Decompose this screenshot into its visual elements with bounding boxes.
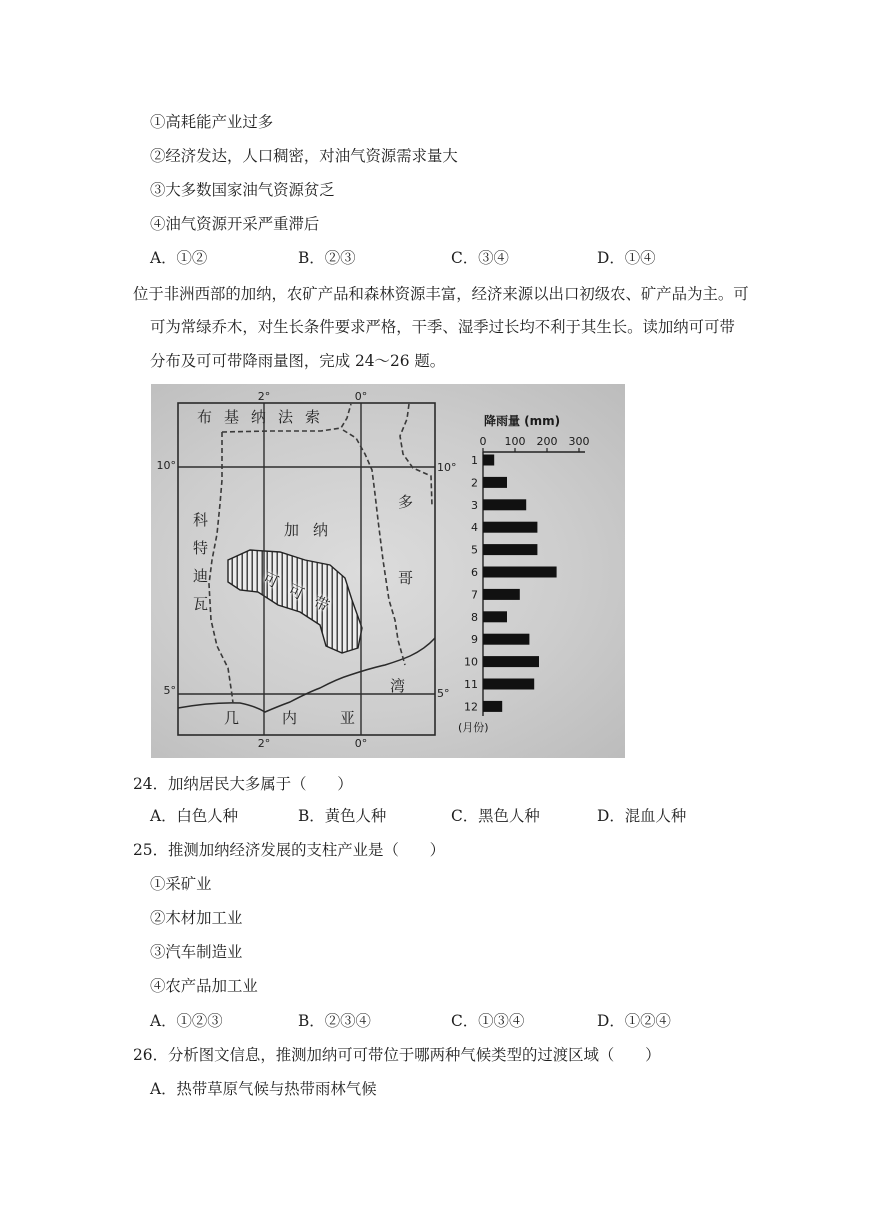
month-label-1: 1 [471,454,478,467]
q25-statement-1: ①采矿业 [150,875,212,893]
bar-month-11 [483,679,534,690]
q23-statement-1: ①高耗能产业过多 [150,113,274,131]
label-gulf: 湾 [390,677,406,695]
month-label-5: 5 [471,543,478,557]
q25-statement-3: ③汽车制造业 [150,943,243,961]
q25-option-a: A．①②③ [150,1012,223,1030]
label-cocoa-belt: 可可带 [260,568,344,621]
deg-label-top-2: 2° [257,390,271,403]
q25-stem: 25．推测加纳经济发展的支柱产业是（ ） [133,841,446,859]
month-label-6: 6 [471,566,478,579]
rainfall-chart [458,413,590,734]
q23-option-a: A．①② [150,249,208,267]
q23-option-b: B．②③ [298,249,356,267]
bar-month-10 [483,656,539,667]
chart-x-tick-label-0: 0 [479,435,487,448]
label-togo: 多哥 [396,494,414,646]
deg-label-bottom-0: 0° [354,737,368,750]
q23-statement-3: ③大多数国家油气资源贫乏 [150,181,335,199]
bar-month-5 [483,544,537,555]
q25-statement-4: ④农产品加工业 [150,977,258,995]
deg-label-left-10: 10° [156,459,176,472]
border-togo-benin [400,404,432,506]
q25-option-d: D．①②④ [597,1012,671,1030]
bar-month-8 [483,611,507,622]
label-ghana: 加纳 [284,521,343,539]
month-label-12: 12 [464,700,478,714]
q23-statement-4: ④油气资源开采严重滞后 [150,215,320,233]
bar-month-1 [483,455,494,466]
bar-month-3 [483,499,526,510]
deg-label-right-5: 5° [437,687,450,700]
month-label-8: 8 [471,610,478,624]
q23-option-d: D．①④ [597,249,656,267]
chart-x-label: 降雨量 (mm) [484,414,561,428]
bar-month-6 [483,567,557,578]
q23-option-c: C．③④ [451,249,509,267]
bar-month-2 [483,477,507,488]
label-burkina-faso: 布基纳法索 [197,408,333,426]
coastline [178,638,435,712]
q24-option-a: A．白色人种 [150,807,239,825]
q25-statement-2: ②木材加工业 [150,909,243,927]
deg-label-right-10: 10° [437,461,457,474]
ghana-cocoa-figure [151,384,625,758]
month-label-9: 9 [471,633,478,647]
deg-label-bottom-2: 2° [257,737,271,750]
intro-line-1: 位于非洲西部的加纳，农矿产品和森林资源丰富，经济来源以出口初级农、矿产品为主。可 [133,285,749,303]
month-label-2: 2 [471,476,478,490]
q25-option-b: B．②③④ [298,1012,371,1030]
chart-x-tick-label-200: 200 [536,435,558,448]
q26-stem: 26．分析图文信息，推测加纳可可带位于哪两种气候类型的过渡区域（ ） [133,1046,661,1064]
bar-month-4 [483,522,537,533]
month-label-4: 4 [471,521,478,535]
month-label-10: 10 [464,655,478,669]
q26-option-a: A．热带草原气候与热带雨林气候 [150,1080,377,1098]
chart-x-tick-label-100: 100 [504,435,526,448]
bar-month-12 [483,701,502,712]
deg-label-left-5: 5° [163,684,176,697]
figure-canvas [151,384,625,758]
bar-month-9 [483,634,529,645]
q24-option-c: C．黑色人种 [451,807,540,825]
label-cote-divoire: 科特迪瓦 [191,512,209,624]
chart-x-tick-label-300: 300 [568,435,590,448]
deg-label-top-0: 0° [354,390,368,403]
chart-y-label: (月份) [458,721,489,734]
label-guinea: 几内亚 [224,709,399,727]
month-label-3: 3 [471,498,478,512]
intro-line-2: 可为常绿乔木，对生长条件要求严格，干季、湿季过长均不利于其生长。读加纳可可带 [150,318,735,336]
month-label-11: 11 [464,678,478,691]
q24-option-d: D．混血人种 [597,807,687,825]
q23-statement-2: ②经济发达，人口稠密，对油气资源需求量大 [150,147,458,165]
q25-option-c: C．①③④ [451,1012,525,1030]
q24-option-b: B．黄色人种 [298,807,387,825]
q24-stem: 24．加纳居民大多属于（ ） [133,775,353,793]
intro-line-3: 分布及可可带降雨量图，完成 24～26 题。 [150,352,446,370]
bar-month-7 [483,589,520,600]
month-label-7: 7 [471,588,478,602]
